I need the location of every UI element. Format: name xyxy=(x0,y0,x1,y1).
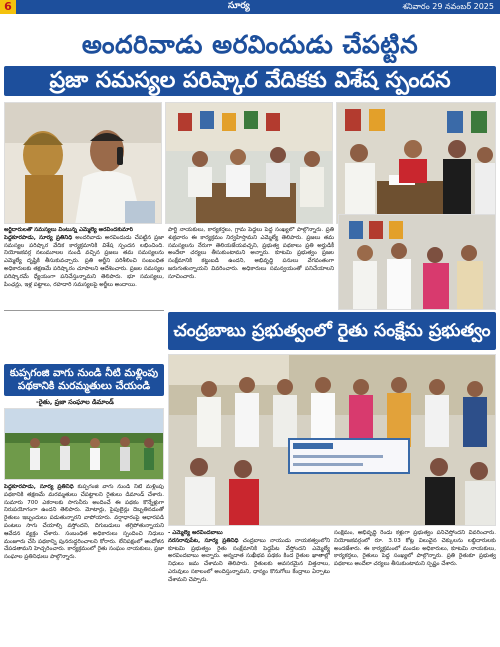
issue-date: శనివారం 29 నవంబర్ 2025 xyxy=(402,2,494,11)
page-header-bar xyxy=(0,0,500,14)
story2-dateline: పెద్దకూరపాడు, సూర్య ప్రతినిధి xyxy=(4,484,74,490)
story1-caption: అర్జీదారులతో సమస్యలు వింటున్న ఎమ్మెల్యే అరవిందకుమార్ xyxy=(4,227,134,233)
photo-women-petitioners xyxy=(338,214,496,310)
story2-body: కుప్పగంజి వాగు నుండి నీటి మళ్లింపు పథకానికి తక్షణమే మరమ్మతులు చేపట్టాలని రైతులు డిమాండ్ చేశారు. సుమారు 700 ఎకరాలకు సాగునీరు అందించే ఈ పథకం కొన్నేళ్లుగా నిరుపయోగంగా ఉందని తెలిపారు. మోటార్లు, పైపులైన్లు దెబ్బతినడంతో రైతులు ఇబ్బందులు పడుతున్నారని వాపోయారు. వర్షాధారంపై ఆధారపడి పంటలు సాగు చేయాల్సి వస్తోందని, దిగుబడులు తగ్గిపోతున్నాయని ఆవేదన వ్యక్తం చేశారు. సంబంధిత అధికారులు స్పందించి నిధులు మంజూరు చేసి పథకాన్ని పునరుద్ధరించాలని కోరారు. లేనిపక్షంలో ఆందోళన చేపడతామని హెచ్చరించారు. కార్యక్రమంలో రైతు సంఘం నాయకులు, ప్రజా సంఘాల ప్రతినిధులు పాల్గొన్నారు. xyxy=(4,484,164,561)
story1-body-right: పార్టీ నాయకులు, కార్యకర్తలు, గ్రామ పెద్దలు పెద్ద సంఖ్యలో పాల్గొన్నారు. ప్రతి శుక్రవారం ఈ కార్యక్రమం నిర్వహిస్తామని ఎమ్మెల్యే తెలిపారు. ప్రజలు తమ సమస్యలను నేరుగా తెలియజేయవచ్చని, ప్రభుత్వ పథకాలు ప్రతి అర్హుడికీ అందేలా చర్యలు తీసుకుంటామని అన్నారు. కూటమి ప్రభుత్వం ప్రజల సంక్షేమానికి కట్టుబడి ఉందని, అభివృద్ధి పనులు వేగవంతంగా జరుగుతున్నాయని వివరించారు. అధికారులు సమన్వయంతో పనిచేయాలని సూచించారు. xyxy=(168,227,334,280)
story3-body-left: చంద్రబాబు నాయుడు నాయకత్వంలోని కూటమి ప్రభుత్వం రైతు సంక్షేమానికి పెద్దపీట వేస్తోందని ఎమ్మెల్యే అరవిందబాబు అన్నారు. అన్నదాత సుఖీభవ పథకం కింద రైతుల ఖాతాల్లో నిధులు జమ చేశామని తెలిపారు. రైతులకు అవసరమైన విత్తనాలు, ఎరువులు సకాలంలో అందిస్తున్నామని, ధాన్యం కొనుగోలు కేంద్రాలు ఏర్పాటు చేశామని చెప్పారు. xyxy=(168,537,330,583)
story1-text-left xyxy=(4,227,164,307)
story2-text xyxy=(4,484,164,644)
story3-byline: - ఎమ్మెల్యే అరవిందబాబు xyxy=(168,530,223,536)
story2-subtitle: -రైతు, ప్రజా సంఘాల డిమాండ్ xyxy=(36,398,114,406)
page-number: 6 xyxy=(0,0,16,14)
story3-dateline: నరసరావుపేట, సూర్య ప్రతినిధి xyxy=(168,537,239,544)
story3-title: చంద్రబాబు ప్రభుత్వంలో రైతు సంక్షేమ ప్రభుత్వం xyxy=(168,312,496,350)
story2-title: కుప్పగంజి వాగు నుండి నీటి మళ్లింపు పథకానికి మరమ్మతులు చేయండి xyxy=(4,364,164,396)
paper-name: సూర్య xyxy=(228,1,250,11)
story1-body-left: అందరివాడు అరవిందుడు చేపట్టిన ప్రజా సమస్యల పరిష్కార వేదిక కార్యక్రమానికి విశేష స్పందన లభించింది. నియోజకవర్గ నలుమూలల నుండి వచ్చిన ప్రజలు తమ సమస్యలను ఎమ్మెల్యే దృష్టికి తీసుకువచ్చారు. ప్రతి అర్జీని పరిశీలించి సంబంధిత అధికారులకు తక్షణమే పరిష్కారం చూపాలని ఆదేశించారు. ప్రజల సమస్యల పరిష్కారమే ధ్యేయంగా పనిచేస్తున్నామని తెలిపారు. భూ సమస్యలు, పింఛన్లు, ఇళ్ల పట్టాలు, రహదారి సమస్యలపై అర్జీలు అందాయి. xyxy=(4,234,164,288)
photo-field-visit xyxy=(4,408,164,480)
divider xyxy=(4,310,164,311)
story1-dateline: పెద్దకూరపాడు, సూర్య ప్రతినిధి xyxy=(4,234,73,241)
photo-office-meeting xyxy=(336,102,496,224)
photo-cheque-distribution xyxy=(168,354,496,526)
story3-body-right: సంక్షేమం, అభివృద్ధి రెండు కళ్లుగా ప్రభుత్వం పనిచేస్తోందని వివరించారు. నియోజకవర్గంలో రూ. 3.03 కోట్ల విలువైన చెక్కులను లబ్ధిదారులకు అందజేశారు. ఈ కార్యక్రమంలో మండల అధికారులు, కూటమి నాయకులు, కార్యకర్తలు, రైతులు పెద్ద సంఖ్యలో పాల్గొన్నారు. ప్రతి రైతుకూ ప్రభుత్వ పథకాలు అందేలా చర్యలు తీసుకుంటామని స్పష్టం చేశారు. xyxy=(334,530,496,568)
photo-mla-on-phone xyxy=(4,102,162,224)
main-headline-line1: అందరివాడు అరవిందుడు చేపట్టిన xyxy=(81,30,419,59)
story3-text-left xyxy=(168,530,330,644)
main-headline-line2: ప్రజా సమస్యల పరిష్కార వేదికకు విశేష స్పందన xyxy=(4,66,496,96)
photo-petition-meeting xyxy=(165,102,333,224)
